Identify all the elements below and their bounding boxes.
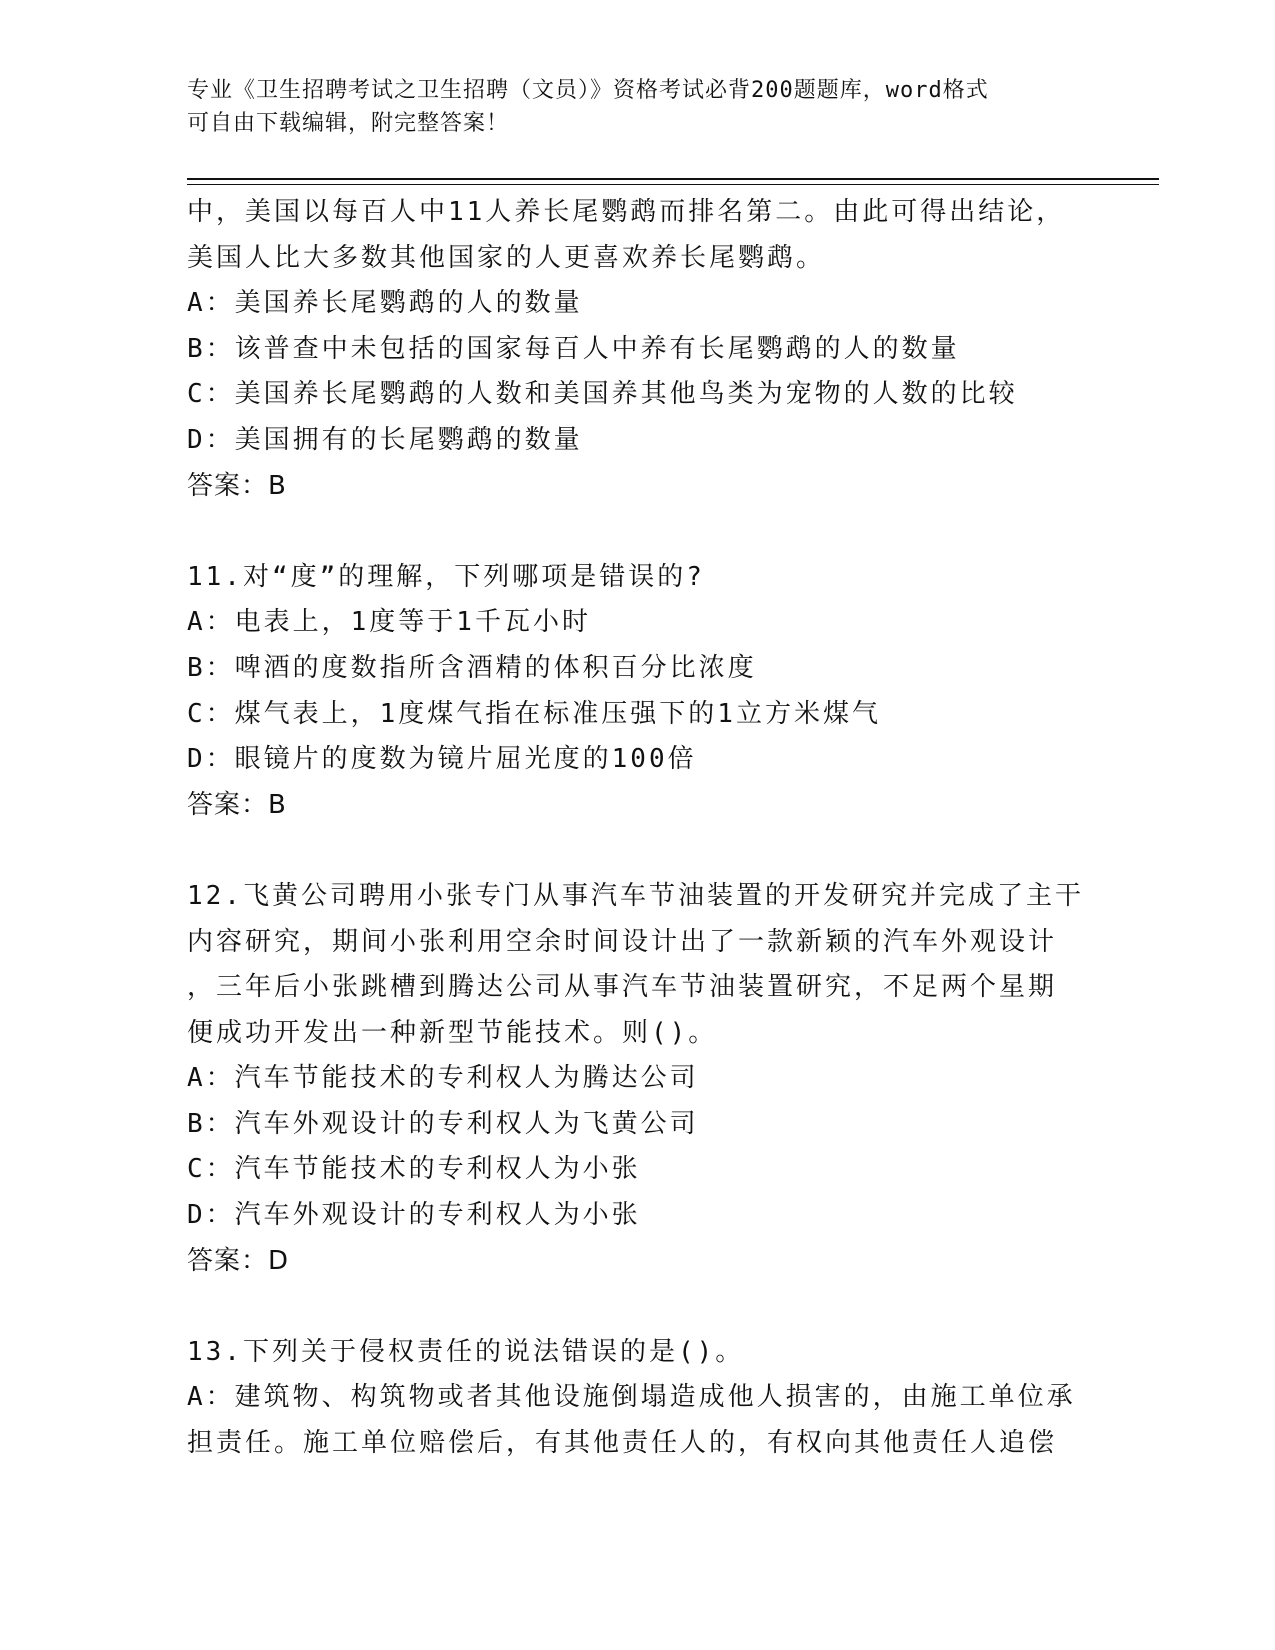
question-stem-line: 13.下列关于侵权责任的说法错误的是()。: [187, 1336, 745, 1367]
question-stem-line: 美国人比大多数其他国家的人更喜欢养长尾鹦鹉。: [187, 242, 826, 273]
spacer: [187, 1284, 1087, 1330]
option-c: C：美国养长尾鹦鹉的人数和美国养其他鸟类为宠物的人数的比较: [187, 379, 1018, 410]
answer-label: 答案：B: [187, 789, 287, 820]
spacer: [187, 509, 1087, 555]
answer-label: 答案：D: [187, 1245, 290, 1276]
question-stem-line: 便成功开发出一种新型节能技术。则()。: [187, 1017, 718, 1048]
question-13: [187, 1330, 1087, 1467]
option-b: B：该普查中未包括的国家每百人中养有长尾鹦鹉的人的数量: [187, 333, 960, 364]
document-header: [187, 74, 1087, 140]
question-stem-line: 内容研究，期间小张利用空余时间设计出了一款新颖的汽车外观设计: [187, 926, 1058, 957]
question-12: [187, 874, 1087, 1284]
option-d: D：汽车外观设计的专利权人为小张: [187, 1200, 641, 1231]
question-list: [187, 190, 1087, 1467]
option-d: D：美国拥有的长尾鹦鹉的数量: [187, 424, 583, 455]
header-divider-thick: [187, 178, 1159, 180]
option-b: B：啤酒的度数指所含酒精的体积百分比浓度: [187, 652, 757, 683]
option-a: A：汽车节能技术的专利权人为腾达公司: [187, 1063, 699, 1094]
question-stem-line: ，三年后小张跳槽到腾达公司从事汽车节油装置研究，不足两个星期: [187, 972, 1058, 1003]
option-a-continued: 担责任。施工单位赔偿后，有其他责任人的，有权向其他责任人追偿: [187, 1428, 1058, 1459]
option-c: C：煤气表上，1度煤气指在标准压强下的1立方米煤气: [187, 698, 881, 729]
option-d: D：眼镜片的度数为镜片屈光度的100倍: [187, 744, 697, 775]
question-stem-line: 12.飞黄公司聘用小张专门从事汽车节油装置的开发研究并完成了主干: [187, 880, 1084, 911]
header-title-line-2: 可自由下载编辑，附完整答案！: [187, 111, 510, 136]
spacer: [187, 828, 1087, 874]
option-a: A：建筑物、构筑物或者其他设施倒塌造成他人损害的，由施工单位承: [187, 1382, 1076, 1413]
question-11: [187, 555, 1087, 829]
question-stem-line: 中，美国以每百人中11人养长尾鹦鹉而排名第二。由此可得出结论，: [187, 197, 1066, 227]
header-divider-thin: [187, 184, 1159, 185]
option-a: A：电表上，1度等于1千瓦小时: [187, 607, 591, 638]
header-title-line-1: 专业《卫生招聘考试之卫生招聘（文员）》资格考试必背200题题库，word格式: [187, 78, 989, 103]
question-stem-line: 11.对“度”的理解，下列哪项是错误的?: [187, 561, 705, 592]
question-10: [187, 190, 1087, 509]
answer-label: 答案：B: [187, 470, 287, 501]
option-b: B：汽车外观设计的专利权人为飞黄公司: [187, 1108, 699, 1139]
option-a: A：美国养长尾鹦鹉的人的数量: [187, 288, 583, 319]
option-c: C：汽车节能技术的专利权人为小张: [187, 1154, 641, 1185]
